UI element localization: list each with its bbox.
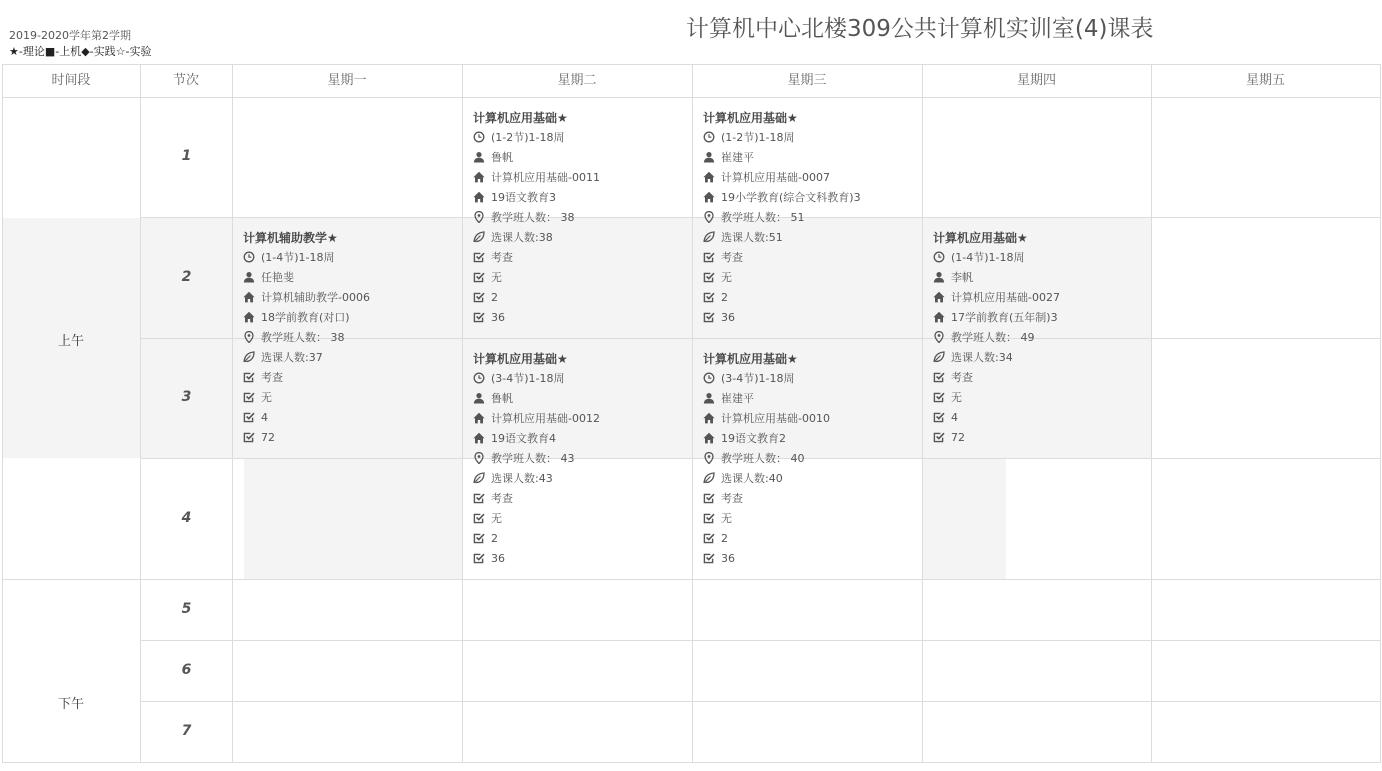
course-detail-text: 教学班人数： 43 [491, 452, 575, 465]
course-detail-row [703, 308, 861, 328]
period-afternoon: 下午 [57, 697, 84, 712]
course-detail-row [243, 388, 370, 408]
header-monday: 星期一 [327, 73, 367, 88]
course-detail-text: 考查 [491, 251, 513, 264]
course-name: 计算机应用基础★ [473, 111, 568, 125]
user-icon [473, 151, 485, 163]
course-detail-text: 教学班人数： 38 [261, 331, 345, 344]
map-marker-icon [933, 331, 945, 343]
home-icon [243, 311, 255, 323]
course-card[interactable] [703, 108, 861, 328]
user-icon [703, 151, 715, 163]
course-detail-row [243, 268, 370, 288]
course-detail-text: 18学前教育(对口) [261, 311, 350, 324]
check-square-icon [243, 411, 255, 423]
header-thursday: 星期四 [1016, 73, 1056, 88]
course-detail-text: 选课人数:37 [261, 351, 323, 364]
section-number: 4 [181, 510, 192, 526]
course-detail-row [243, 408, 370, 428]
course-name: 计算机应用基础★ [933, 231, 1028, 245]
course-card[interactable] [703, 349, 830, 569]
course-detail-row [703, 188, 861, 208]
course-detail-text: (1-4节)1-18周 [951, 251, 1025, 264]
course-detail-row [473, 429, 600, 449]
course-card[interactable] [933, 228, 1060, 448]
course-detail-text: 2 [491, 291, 498, 304]
home-icon [703, 432, 715, 444]
home-icon [473, 432, 485, 444]
home-icon [933, 291, 945, 303]
check-square-icon [703, 552, 715, 564]
course-detail-row [703, 509, 830, 529]
course-detail-text: (3-4节)1-18周 [491, 372, 565, 385]
course-detail-row [933, 288, 1060, 308]
course-detail-row [703, 268, 861, 288]
course-detail-text: 72 [261, 431, 275, 444]
course-detail-row [243, 428, 370, 448]
course-detail-row [933, 348, 1060, 368]
course-detail-row [703, 288, 861, 308]
check-square-icon [703, 512, 715, 524]
home-icon [933, 311, 945, 323]
course-detail-text: 无 [721, 512, 732, 525]
course-detail-text: 19语文教育4 [491, 432, 556, 445]
course-detail-row [473, 529, 600, 549]
course-detail-row [933, 388, 1060, 408]
course-detail-text: 崔建平 [721, 392, 754, 405]
course-detail-row [703, 489, 830, 509]
check-square-icon [473, 251, 485, 263]
leaf-icon [703, 472, 715, 484]
course-name: 计算机应用基础★ [703, 111, 798, 125]
course-detail-row [703, 389, 830, 409]
clock-icon [473, 372, 485, 384]
course-detail-row [703, 208, 861, 228]
course-detail-row [473, 449, 600, 469]
map-marker-icon [473, 211, 485, 223]
course-detail-row [703, 228, 861, 248]
check-square-icon [933, 391, 945, 403]
course-detail-text: 2 [721, 291, 728, 304]
map-marker-icon [473, 452, 485, 464]
course-detail-text: 计算机应用基础-0010 [721, 412, 830, 425]
map-marker-icon [703, 452, 715, 464]
course-detail-row [473, 409, 600, 429]
course-detail-row [703, 549, 830, 569]
leaf-icon [933, 351, 945, 363]
course-detail-text: 36 [491, 311, 505, 324]
course-detail-text: 教学班人数： 49 [951, 331, 1035, 344]
course-detail-text: 4 [261, 411, 268, 424]
course-detail-row [703, 168, 861, 188]
course-detail-text: 考查 [491, 492, 513, 505]
course-detail-row [473, 148, 600, 168]
course-card[interactable] [243, 228, 370, 448]
course-detail-text: 72 [951, 431, 965, 444]
course-detail-row [473, 549, 600, 569]
course-name: 计算机应用基础★ [473, 352, 568, 366]
course-detail-text: 19语文教育2 [721, 432, 786, 445]
course-detail-row [933, 248, 1060, 268]
course-detail-text: 选课人数:34 [951, 351, 1013, 364]
section-number: 2 [181, 269, 192, 285]
header-time-period: 时间段 [51, 73, 91, 88]
home-icon [703, 412, 715, 424]
course-detail-row [933, 328, 1060, 348]
course-detail-text: 计算机辅助教学-0006 [261, 291, 370, 304]
course-detail-text: 无 [261, 391, 272, 404]
header-section: 节次 [172, 73, 199, 88]
course-name: 计算机辅助教学★ [243, 231, 338, 245]
check-square-icon [933, 411, 945, 423]
map-marker-icon [703, 211, 715, 223]
course-detail-row [473, 288, 600, 308]
course-detail-row [473, 489, 600, 509]
course-detail-text: 17学前教育(五年制)3 [951, 311, 1058, 324]
home-icon [473, 171, 485, 183]
course-detail-row [243, 248, 370, 268]
course-card[interactable] [473, 108, 600, 328]
course-detail-row [933, 368, 1060, 388]
check-square-icon [473, 311, 485, 323]
course-detail-text: (1-2节)1-18周 [721, 131, 795, 144]
course-detail-row [473, 369, 600, 389]
check-square-icon [703, 492, 715, 504]
course-detail-row [933, 408, 1060, 428]
course-detail-text: (1-4节)1-18周 [261, 251, 335, 264]
course-detail-text: 计算机应用基础-0007 [721, 171, 830, 184]
course-detail-row [473, 268, 600, 288]
course-detail-text: 崔建平 [721, 151, 754, 164]
course-detail-text: 鲁帆 [491, 151, 513, 164]
check-square-icon [703, 291, 715, 303]
section-number: 7 [181, 723, 192, 739]
course-detail-text: (3-4节)1-18周 [721, 372, 795, 385]
header-friday: 星期五 [1245, 73, 1285, 88]
check-square-icon [703, 271, 715, 283]
check-square-icon [243, 371, 255, 383]
check-square-icon [243, 391, 255, 403]
course-detail-text: 选课人数:51 [721, 231, 783, 244]
course-detail-row [703, 449, 830, 469]
clock-icon [703, 131, 715, 143]
user-icon [933, 271, 945, 283]
course-detail-text: 2 [491, 532, 498, 545]
course-detail-text: 36 [721, 552, 735, 565]
section-number: 3 [181, 389, 192, 405]
map-marker-icon [243, 331, 255, 343]
course-card[interactable] [473, 349, 600, 569]
course-detail-text: 19语文教育3 [491, 191, 556, 204]
course-detail-text: 无 [951, 391, 962, 404]
course-detail-text: 计算机应用基础-0027 [951, 291, 1060, 304]
course-detail-row [703, 529, 830, 549]
check-square-icon [243, 431, 255, 443]
course-detail-row [703, 369, 830, 389]
course-detail-row [703, 469, 830, 489]
course-detail-text: 鲁帆 [491, 392, 513, 405]
course-detail-text: 选课人数:38 [491, 231, 553, 244]
course-detail-row [243, 368, 370, 388]
home-icon [703, 191, 715, 203]
course-detail-row [243, 348, 370, 368]
leaf-icon [473, 231, 485, 243]
clock-icon [933, 251, 945, 263]
user-icon [703, 392, 715, 404]
course-detail-text: 19小学教育(综合文科教育)3 [721, 191, 861, 204]
leaf-icon [703, 231, 715, 243]
clock-icon [243, 251, 255, 263]
course-detail-row [473, 228, 600, 248]
course-detail-text: 考查 [261, 371, 283, 384]
check-square-icon [473, 552, 485, 564]
course-detail-text: 教学班人数： 40 [721, 452, 805, 465]
check-square-icon [933, 371, 945, 383]
course-detail-row [473, 248, 600, 268]
course-detail-row [473, 128, 600, 148]
user-icon [473, 392, 485, 404]
check-square-icon [933, 431, 945, 443]
course-detail-row [473, 188, 600, 208]
course-detail-row [473, 308, 600, 328]
check-square-icon [473, 532, 485, 544]
course-detail-text: 计算机应用基础-0011 [491, 171, 600, 184]
course-detail-text: 教学班人数： 38 [491, 211, 575, 224]
course-detail-row [703, 128, 861, 148]
home-icon [703, 171, 715, 183]
check-square-icon [703, 532, 715, 544]
section-number: 6 [181, 662, 192, 678]
course-detail-row [933, 308, 1060, 328]
home-icon [473, 412, 485, 424]
course-detail-text: 选课人数:43 [491, 472, 553, 485]
check-square-icon [473, 271, 485, 283]
course-detail-text: 36 [491, 552, 505, 565]
course-detail-text: 2 [721, 532, 728, 545]
section-number: 5 [181, 601, 192, 617]
section-number: 1 [181, 148, 192, 164]
course-detail-text: 无 [491, 271, 502, 284]
course-detail-row [243, 288, 370, 308]
period-morning: 上午 [57, 334, 84, 349]
leaf-icon [243, 351, 255, 363]
course-detail-row [473, 208, 600, 228]
course-type-legend: ★-理论■-上机◆-实践☆-实验 [9, 45, 152, 58]
course-detail-text: 考查 [721, 492, 743, 505]
header-tuesday: 星期二 [557, 73, 597, 88]
semester-label: 2019-2020学年第2学期 [9, 29, 131, 42]
course-detail-text: 选课人数:40 [721, 472, 783, 485]
header-wednesday: 星期三 [787, 73, 827, 88]
course-detail-text: 考查 [951, 371, 973, 384]
check-square-icon [703, 251, 715, 263]
course-detail-row [473, 389, 600, 409]
course-detail-row [933, 268, 1060, 288]
course-detail-text: 李帆 [951, 271, 973, 284]
course-detail-text: 考查 [721, 251, 743, 264]
course-detail-row [933, 428, 1060, 448]
course-detail-text: 36 [721, 311, 735, 324]
page-title: 计算机中心北楼309公共计算机实训室(4)课表 [686, 16, 1154, 42]
course-detail-row [703, 248, 861, 268]
course-detail-row [703, 429, 830, 449]
course-name: 计算机应用基础★ [703, 352, 798, 366]
clock-icon [703, 372, 715, 384]
check-square-icon [473, 492, 485, 504]
check-square-icon [473, 291, 485, 303]
course-detail-row [473, 469, 600, 489]
leaf-icon [473, 472, 485, 484]
course-detail-row [473, 168, 600, 188]
course-detail-row [703, 409, 830, 429]
course-detail-text: 教学班人数： 51 [721, 211, 805, 224]
course-detail-text: 无 [491, 512, 502, 525]
home-icon [473, 191, 485, 203]
course-detail-text: 任艳斐 [261, 271, 294, 284]
check-square-icon [473, 512, 485, 524]
home-icon [243, 291, 255, 303]
clock-icon [473, 131, 485, 143]
course-detail-row [703, 148, 861, 168]
course-detail-row [473, 509, 600, 529]
course-detail-text: 计算机应用基础-0012 [491, 412, 600, 425]
course-detail-text: 4 [951, 411, 958, 424]
course-detail-row [243, 328, 370, 348]
user-icon [243, 271, 255, 283]
course-detail-text: 无 [721, 271, 732, 284]
course-detail-text: (1-2节)1-18周 [491, 131, 565, 144]
course-detail-row [243, 308, 370, 328]
check-square-icon [703, 311, 715, 323]
